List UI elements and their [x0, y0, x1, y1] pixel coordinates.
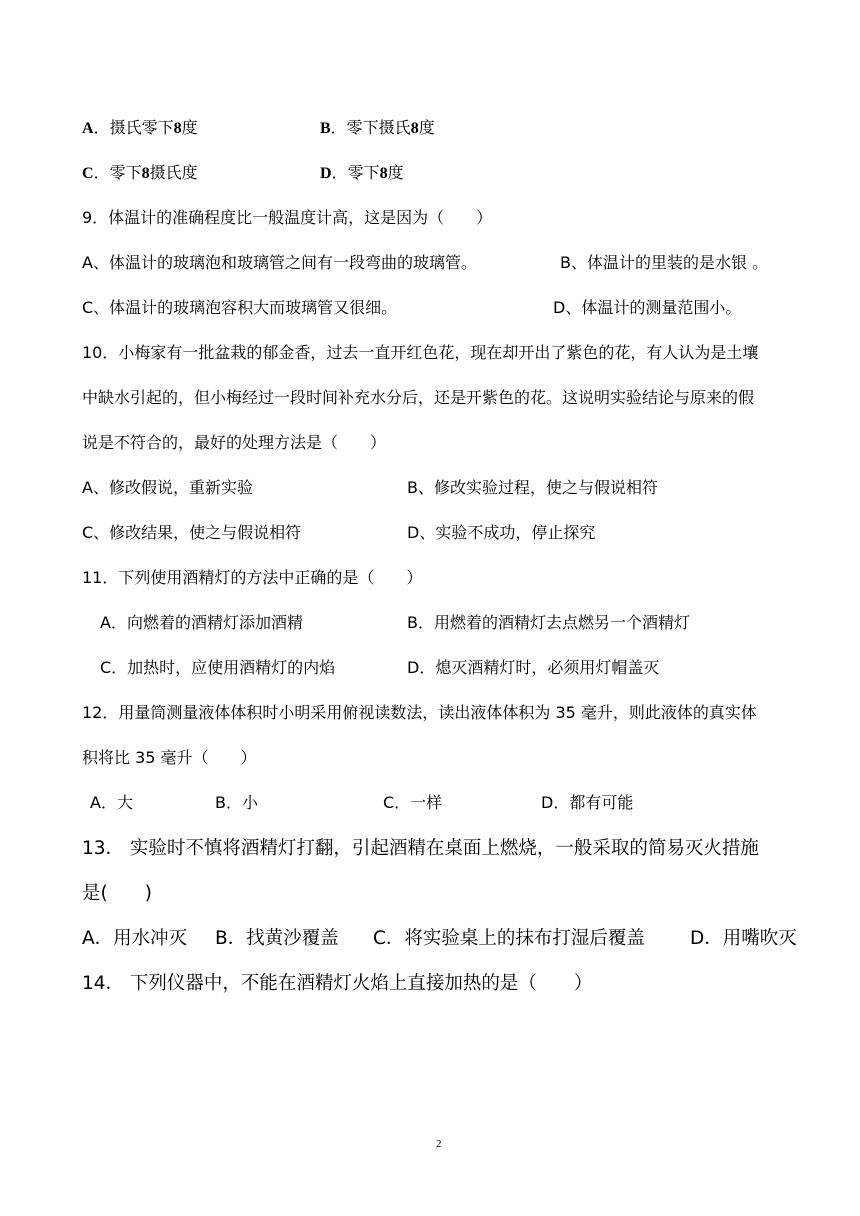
q8-option-a	[82, 118, 198, 139]
q8-option-c-unit: 摄氏度	[149, 163, 198, 182]
q10-stem-line-2: 中缺水引起的，但小梅经过一段时间补充水分后，还是开紫色的花。这说明实验结论与原来的假	[82, 388, 755, 407]
q8-option-b-text: ．零下摄氏	[330, 118, 411, 137]
q8-option-b-unit: 度	[418, 118, 435, 137]
q10-option-c: C、修改结果，使之与假说相符	[82, 523, 302, 542]
page-number: 2	[436, 1138, 442, 1150]
q11-option-d: D．熄灭酒精灯时，必须用灯帽盖灭	[407, 658, 660, 677]
q11-option-b: B．用燃着的酒精灯去点燃另一个酒精灯	[407, 613, 690, 632]
q9-stem: 9．体温计的准确程度比一般温度计高，这是因为（ ）	[82, 208, 493, 227]
q13-option-c: C．将实验桌上的抹布打湿后覆盖	[373, 928, 645, 949]
q14-stem: 14． 下列仪器中，不能在酒精灯火焰上直接加热的是（ ）	[82, 973, 593, 994]
q10-option-b: B、修改实验过程，使之与假说相符	[407, 478, 658, 497]
q8-option-c	[82, 163, 198, 184]
q9-option-c: C、体温计的玻璃泡容积大而玻璃管又很细。	[82, 298, 398, 317]
q8-option-b-num: 8	[410, 120, 419, 137]
q8-option-d-unit: 度	[387, 163, 404, 182]
q8-option-a-text: ．摄氏零下	[93, 118, 174, 137]
q8-option-d-label: D	[320, 165, 332, 182]
q13-option-d: D．用嘴吹灭	[690, 928, 797, 949]
q8-option-d	[320, 163, 404, 184]
q8-option-b-label: B	[320, 120, 331, 137]
q8-option-d-num: 8	[379, 165, 388, 182]
q9-option-b: B、体温计的里装的是水银 。	[560, 253, 769, 272]
q11-option-c: C．加热时，应使用酒精灯的内焰	[100, 658, 336, 677]
q13-stem-line-1: 13． 实验时不慎将酒精灯打翻，引起酒精在桌面上燃烧，一般采取的简易灭火措施	[82, 838, 759, 859]
q9-option-d: D、体温计的测量范围小。	[553, 298, 742, 317]
q12-option-a: A．大	[90, 793, 133, 812]
q12-stem-line-2: 积将比 35 毫升（ ）	[82, 748, 257, 767]
q9-option-a: A、体温计的玻璃泡和玻璃管之间有一段弯曲的玻璃管。	[82, 253, 477, 272]
q8-option-a-label: A	[82, 120, 94, 137]
q11-stem: 11．下列使用酒精灯的方法中正确的是（ ）	[82, 568, 423, 587]
q8-option-c-text: ．零下	[93, 163, 142, 182]
q8-option-d-text: ．零下	[331, 163, 380, 182]
q10-option-d: D、实验不成功，停止探究	[407, 523, 596, 542]
q8-option-b	[320, 118, 435, 139]
q10-option-a: A、修改假说，重新实验	[82, 478, 253, 497]
q11-option-a: A．向燃着的酒精灯添加酒精	[100, 613, 303, 632]
q8-option-c-label: C	[82, 165, 94, 182]
q8-option-a-num: 8	[173, 120, 182, 137]
q13-stem-line-2: 是( )	[82, 883, 152, 904]
q10-stem-line-3: 说是不符合的，最好的处理方法是（ ）	[82, 433, 387, 452]
q12-option-b: B．小	[215, 793, 258, 812]
q12-option-d: D．都有可能	[541, 793, 634, 812]
q12-stem-line-1: 12．用量筒测量液体体积时小明采用俯视读数法，读出液体体积为 35 毫升，则此液体的真实体	[82, 703, 757, 722]
q13-option-b: B．找黄沙覆盖	[215, 928, 339, 949]
q8-option-a-unit: 度	[181, 118, 198, 137]
q12-option-c: C．一样	[383, 793, 443, 812]
q13-option-a: A．用水冲灭	[82, 928, 188, 949]
q10-stem-line-1: 10．小梅家有一批盆栽的郁金香，过去一直开红色花，现在却开出了紫色的花，有人认为是土壤	[82, 343, 759, 362]
q8-option-c-num: 8	[141, 165, 150, 182]
